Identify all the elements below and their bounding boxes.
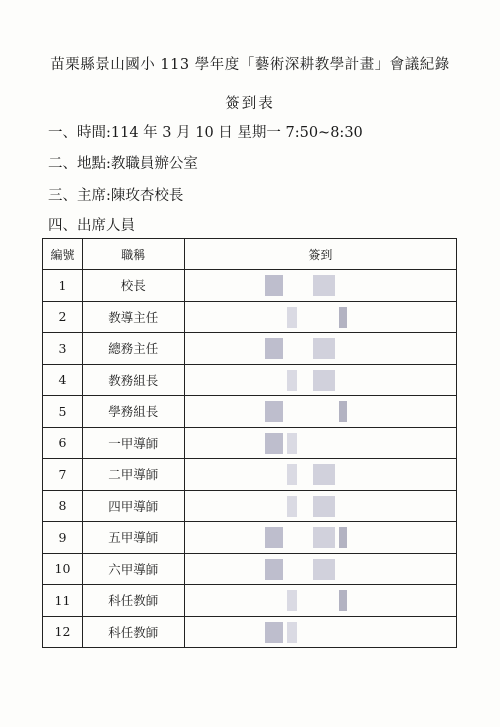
redacted-signature	[265, 622, 283, 643]
table-row	[43, 333, 457, 365]
meeting-place: 二、地點:教職員辦公室	[48, 156, 198, 172]
row-number: 1	[43, 270, 83, 302]
document-title: 苗栗縣景山國小 113 學年度「藝術深耕教學計畫」會議紀錄	[50, 57, 450, 73]
redacted-signature	[313, 338, 335, 359]
redacted-signature	[339, 527, 347, 548]
row-title: 六甲導師	[82, 553, 184, 585]
row-number: 10	[43, 553, 83, 585]
redacted-signature	[265, 338, 283, 359]
table-row	[43, 585, 457, 617]
meeting-chair: 三、主席:陳玫杏校長	[48, 188, 184, 204]
row-title: 一甲導師	[82, 427, 184, 459]
attendance-table	[42, 238, 457, 648]
signature-cell	[184, 427, 456, 459]
attendees-heading: 四、出席人員	[48, 218, 135, 234]
signature-cell	[184, 585, 456, 617]
redacted-signature	[313, 559, 335, 580]
signature-cell	[184, 396, 456, 428]
table-row	[43, 396, 457, 428]
row-number: 3	[43, 333, 83, 365]
table-header-row	[43, 239, 457, 270]
row-number: 11	[43, 585, 83, 617]
redacted-signature	[287, 464, 297, 485]
redacted-signature	[313, 275, 335, 296]
row-number: 9	[43, 522, 83, 554]
redacted-signature	[313, 464, 335, 485]
row-title: 學務組長	[82, 396, 184, 428]
table-row	[43, 301, 457, 333]
row-number: 7	[43, 459, 83, 491]
table-row	[43, 427, 457, 459]
table-row	[43, 364, 457, 396]
signature-cell	[184, 490, 456, 522]
header-sign: 簽到	[184, 239, 456, 270]
redacted-signature	[265, 433, 283, 454]
redacted-signature	[265, 401, 283, 422]
header-title: 職稱	[82, 239, 184, 270]
signature-cell	[184, 333, 456, 365]
signature-cell	[184, 553, 456, 585]
redacted-signature	[265, 559, 283, 580]
redacted-signature	[265, 275, 283, 296]
meeting-time: 一、時間:114 年 3 月 10 日 星期一 7:50~8:30	[48, 125, 363, 141]
redacted-signature	[287, 433, 297, 454]
row-number: 4	[43, 364, 83, 396]
redacted-signature	[287, 370, 297, 391]
row-title: 總務主任	[82, 333, 184, 365]
table-row	[43, 616, 457, 648]
table-row	[43, 270, 457, 302]
row-number: 5	[43, 396, 83, 428]
redacted-signature	[339, 401, 347, 422]
signature-cell	[184, 459, 456, 491]
table-row	[43, 522, 457, 554]
redacted-signature	[265, 527, 283, 548]
redacted-signature	[339, 307, 347, 328]
signature-cell	[184, 364, 456, 396]
signature-cell	[184, 522, 456, 554]
row-title: 二甲導師	[82, 459, 184, 491]
redacted-signature	[313, 496, 335, 517]
row-number: 6	[43, 427, 83, 459]
signature-cell	[184, 270, 456, 302]
document-subtitle: 簽到表	[225, 96, 275, 112]
row-title: 教導主任	[82, 301, 184, 333]
signature-cell	[184, 616, 456, 648]
row-number: 12	[43, 616, 83, 648]
header-no: 編號	[43, 239, 83, 270]
redacted-signature	[287, 622, 297, 643]
row-title: 科任教師	[82, 616, 184, 648]
redacted-signature	[313, 527, 335, 548]
redacted-signature	[287, 307, 297, 328]
row-title: 四甲導師	[82, 490, 184, 522]
redacted-signature	[313, 370, 335, 391]
row-title: 校長	[82, 270, 184, 302]
redacted-signature	[339, 590, 347, 611]
row-title: 五甲導師	[82, 522, 184, 554]
row-number: 8	[43, 490, 83, 522]
redacted-signature	[287, 496, 297, 517]
row-title: 科任教師	[82, 585, 184, 617]
signature-cell	[184, 301, 456, 333]
table-row	[43, 459, 457, 491]
redacted-signature	[287, 590, 297, 611]
table-row	[43, 553, 457, 585]
table-row	[43, 490, 457, 522]
row-title: 教務組長	[82, 364, 184, 396]
row-number: 2	[43, 301, 83, 333]
